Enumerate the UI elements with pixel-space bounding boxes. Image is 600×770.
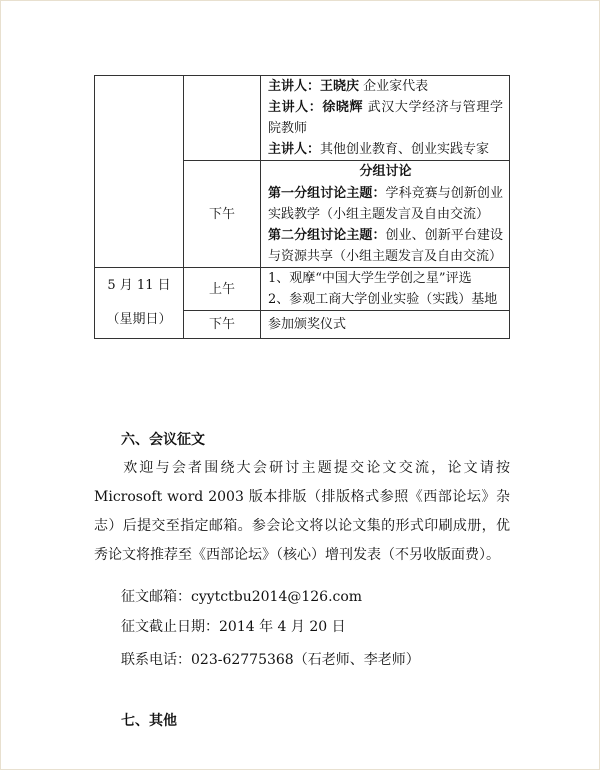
time-cell: 上午 [184,268,261,311]
discussion-cell [261,161,510,268]
group1-topic [268,183,503,225]
speaker-line [268,139,503,160]
deadline-line: 征文截止日期：2014 年 4 月 20 日 [121,619,346,635]
section-heading: 六、会议征文 [121,432,205,448]
body-paragraph [94,454,510,570]
group2-label: 第二分组讨论主题： [268,228,386,243]
time-cell-empty [184,76,261,161]
discussion-title: 分组讨论 [359,164,412,179]
speaker-desc: 武汉大学经济与管理学院教师 [268,100,503,136]
speaker-desc: 其他创业教育、创业实践专家 [320,142,490,157]
date-cell [95,268,184,339]
group2-topic [268,225,503,267]
time-cell: 下午 [184,161,261,268]
section-heading: 七、其他 [121,713,177,729]
table-row [95,268,510,311]
group1-label: 第一分组讨论主题： [268,186,386,201]
speaker-label: 主讲人： [268,79,321,94]
table-row [95,76,510,161]
ceremony-cell: 参加颁奖仪式 [261,311,510,339]
paragraph-text: 欢迎与会者围绕大会研讨主题提交论文交流，论文请按 Microsoft word 2003 版本排版（排版格式参照《西部论坛》杂志）后提交至指定邮箱。参会论文将以论文集的形式印刷成册，优秀论文将推荐至《西部论坛》（核心）增刊发表（不另收版面费）。 [94,460,510,563]
time-cell: 下午 [184,311,261,339]
date-cell-empty [95,76,184,268]
activities-cell [261,268,510,311]
speaker-name: 王晓庆 [320,79,360,94]
group1-text: 学科竞赛与创新创业实践教学（小组主题发言及自由交流） [268,186,503,222]
speakers-cell [261,76,510,161]
speaker-label: 主讲人： [268,142,321,157]
schedule-table [94,75,510,339]
activity-item: 1、观摩“中国大学生学创之星”评选 [268,271,472,286]
group2-text: 创业、创新平台建设与资源共享（小组主题发言及自由交流） [268,228,503,264]
date-text: 5 月 11 日 [107,278,171,293]
speaker-name: 徐晓辉 [322,100,364,115]
weekday-text: （星期日） [106,312,172,327]
speaker-line [268,76,503,97]
phone-line: 联系电话：023-62775368（石老师、李老师） [121,652,420,668]
speaker-line [268,97,503,139]
speaker-label: 主讲人： [268,100,323,115]
speaker-desc: 企业家代表 [363,79,429,94]
activity-item: 2、参观工商大学创业实验（实践）基地 [268,292,498,307]
email-line: 征文邮箱：cyytctbu2014@126.com [121,589,363,605]
